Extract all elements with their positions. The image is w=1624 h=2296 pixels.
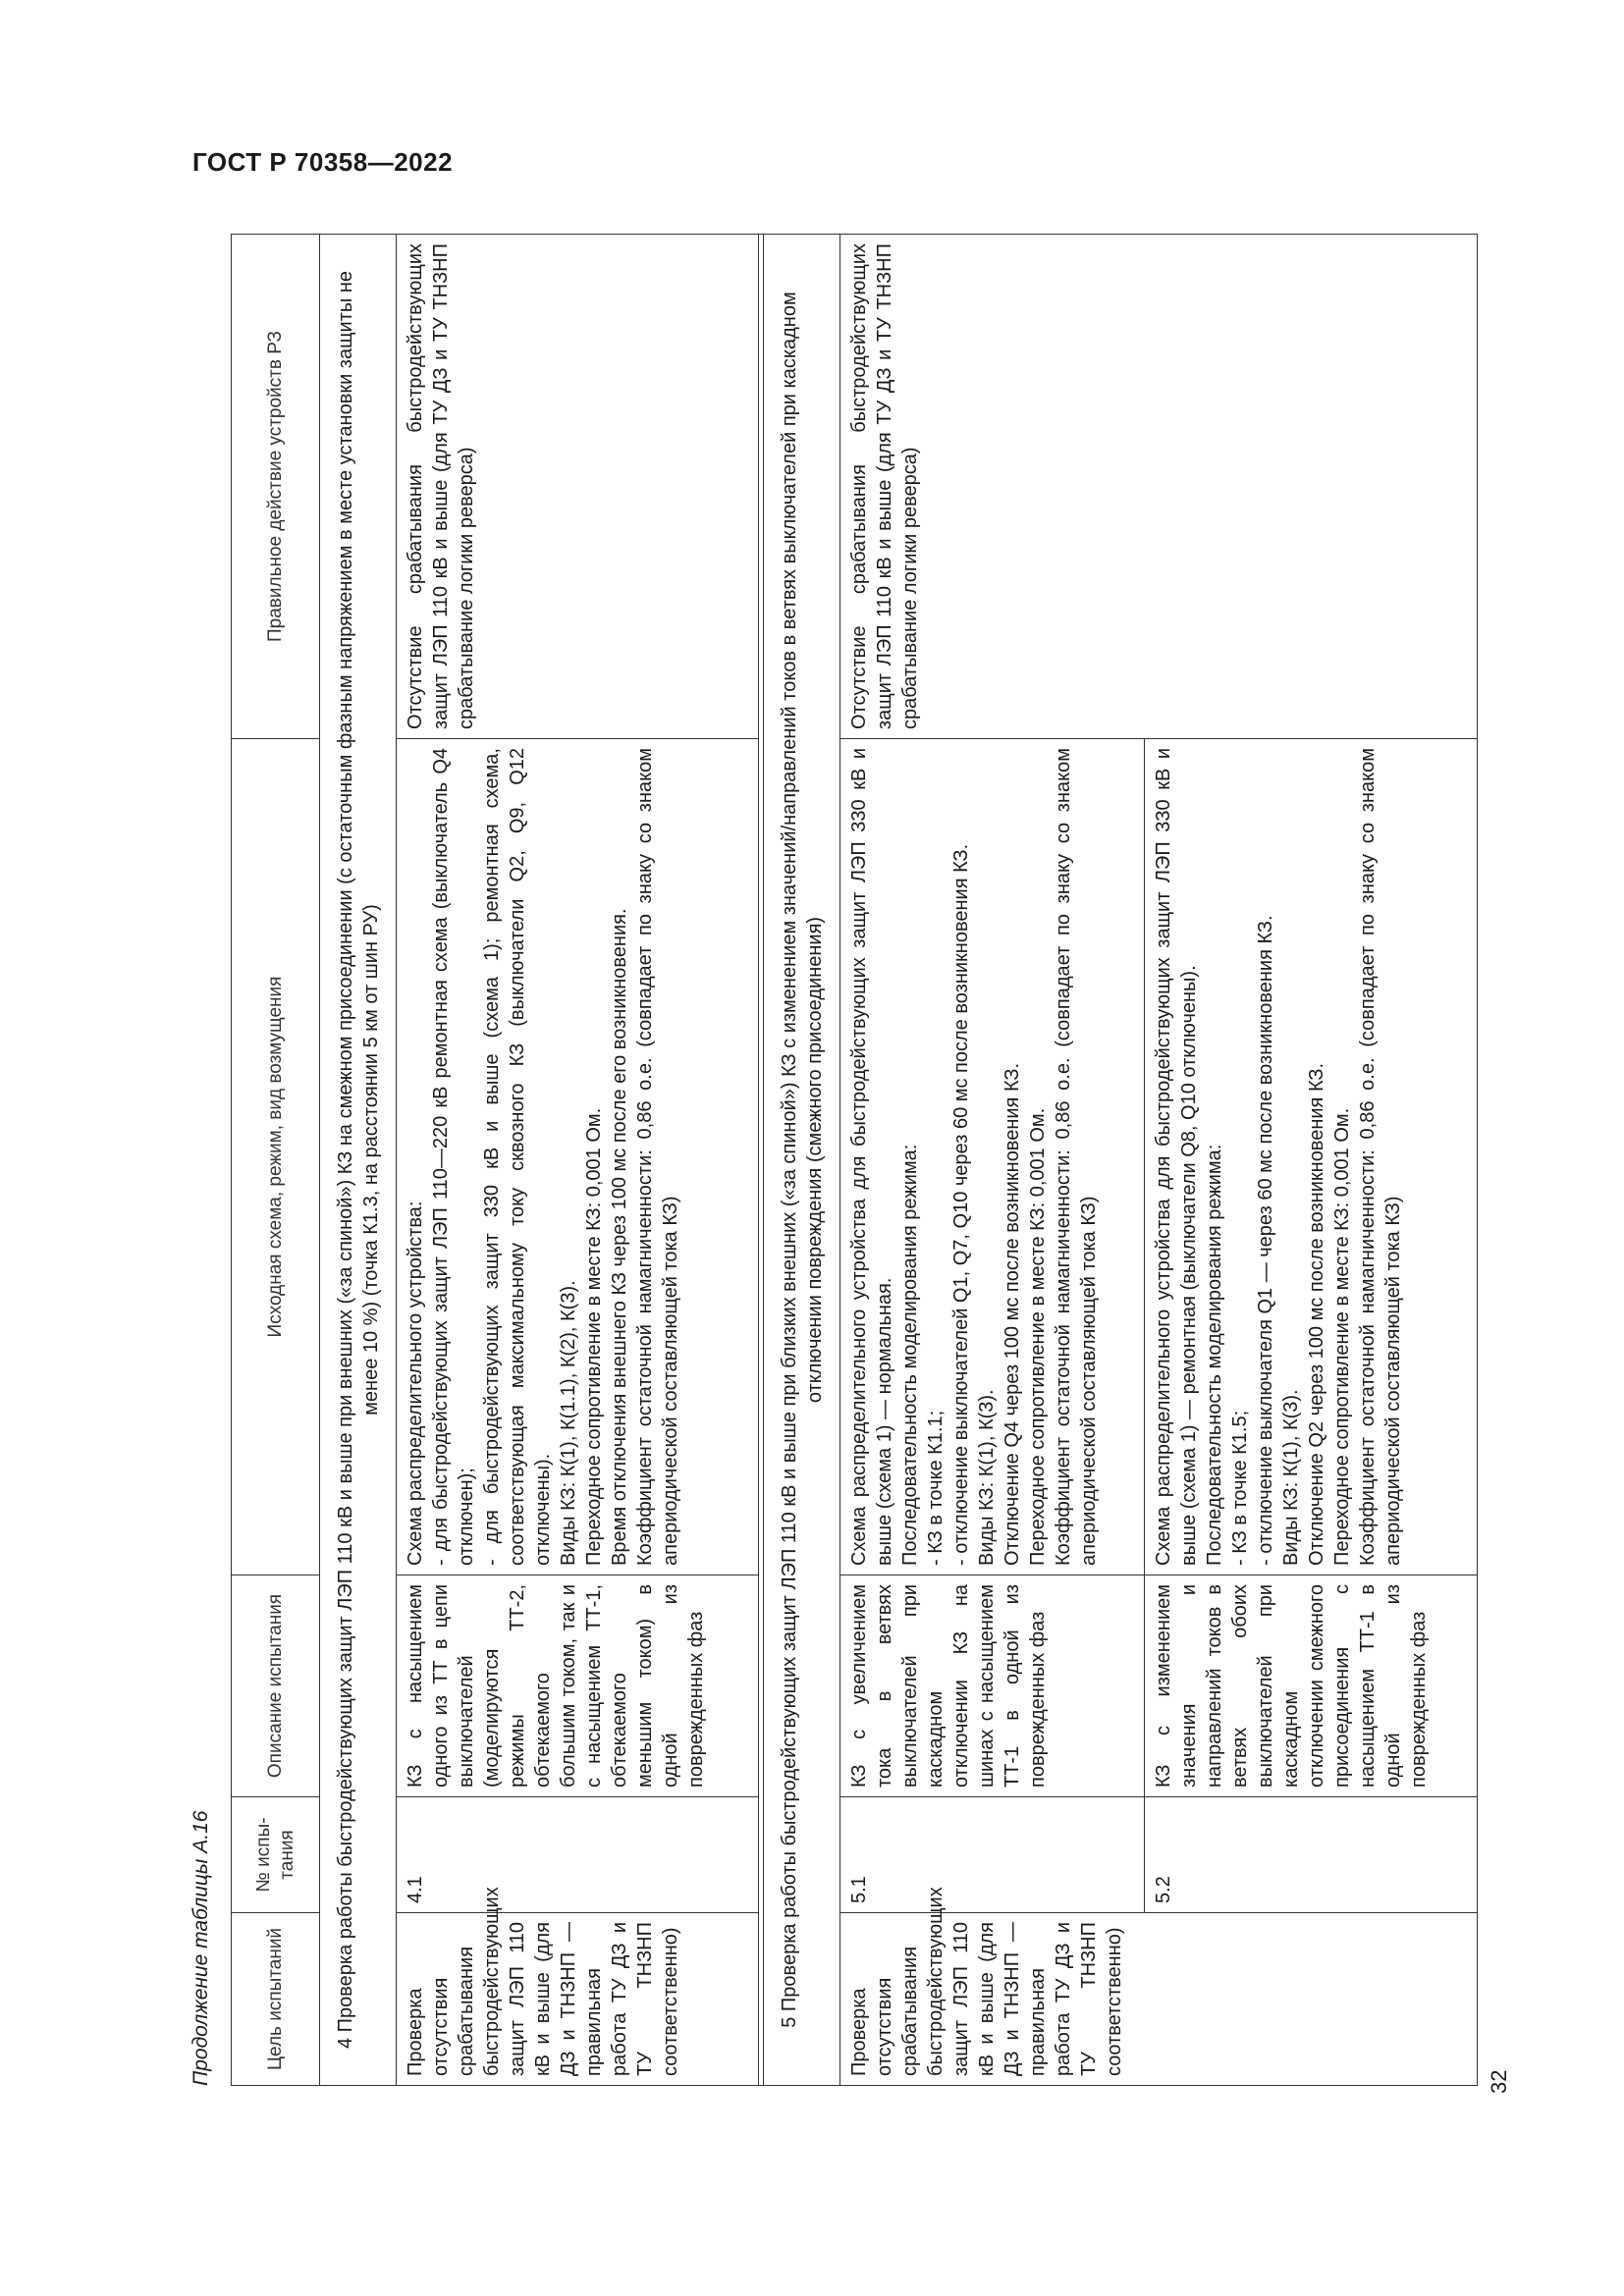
scheme-line: Схема распределительного устройства: <box>405 1201 427 1566</box>
test-correct-action: Отсутствие срабатывания быстродействующих защит ЛЭП 110 кВ и выше (для ТУ ДЗ и ТУ ТНЗНП срабатывание логики реверса) <box>840 235 1478 739</box>
test-number: 5.1 <box>840 1797 1145 1913</box>
col-header-purpose: Цель испытаний <box>232 1913 320 2086</box>
col-header-correct-action: Правильное действие устройств РЗ <box>232 235 320 739</box>
section-5-purpose: Проверка отсутствия срабатывания быстродействующих защит ЛЭП 110 кВ и выше (для ДЗ и ТНЗНП — правильная работа ТУ ДЗ и ТУ ТНЗНП соответственно) <box>840 1913 1478 2086</box>
scheme-line: Виды КЗ: К(1), К(3). <box>1279 1389 1302 1566</box>
scheme-line: Последовательность моделирования режима: <box>899 1144 922 1566</box>
scheme-line: - отключение выключателя Q1 — через 60 мс после возникновения КЗ. <box>1254 915 1276 1566</box>
test-number: 5.2 <box>1144 1797 1477 1913</box>
scheme-line: Отключение Q4 через 100 мс после возникновения КЗ. <box>1001 1062 1024 1566</box>
scheme-line: Время отключения внешнего КЗ через 100 мс после его возникновения. <box>609 908 631 1566</box>
test-description: КЗ с изменением значения и направлений токов в ветвях обоих выключателей при каскадном отключении смежного присоединения с насыщением ТТ-1 в одной из поврежденных фаз <box>1144 1575 1477 1797</box>
section-4-title: 4 Проверка работы быстродействующих защит ЛЭП 110 кВ и выше при внешних («за спиной») КЗ на смежном присоединении (с остаточным фазным напряжением в месте установки защиты не менее 10 %) (точка К1.3, на расстоянии 5 км от шин РУ) <box>320 235 397 2086</box>
table-row <box>397 235 759 2086</box>
scheme-line: Схема распределительного устройства для быстродействующих защит ЛЭП 330 кВ и выше (схема 1) — ремонтная (выключатели Q8, Q10 отключены). <box>1152 748 1200 1566</box>
test-number: 4.1 <box>397 1797 759 1913</box>
scheme-line: - КЗ в точке К1.5; <box>1228 1410 1251 1566</box>
scheme-line: Схема распределительного устройства для быстродействующих защит ЛЭП 330 кВ и выше (схема 1) — нормальная. <box>848 748 896 1566</box>
scheme-line: Коэффициент остаточной намагниченности: 0,86 о.е. (совпадает по знаку со знаком апериодической составляющей тока КЗ) <box>634 748 682 1566</box>
section-5-title: 5 Проверка работы быстродействующих защит ЛЭП 110 кВ и выше при близких внешних («за спиной») КЗ с изменением значений/направлений токов в ветвях выключателей при каскадном отключении повреждения (смежного присоединения) <box>763 235 839 2086</box>
scheme-line: Последовательность моделирования режима: <box>1203 1144 1225 1566</box>
scheme-line: Виды КЗ: К(1), К(1.1), К(2), К(3). <box>558 1280 580 1566</box>
table-header-row <box>232 235 320 2086</box>
scheme-line: Коэффициент остаточной намагниченности: 0,86 о.е. (совпадает по знаку со знаком апериодической составляющей тока КЗ) <box>1053 748 1101 1566</box>
page-number: 32 <box>1487 2069 1511 2094</box>
scheme-line: Переходное сопротивление в месте КЗ: 0,001 Ом. <box>1330 1107 1353 1566</box>
col-header-scheme: Исходная схема, режим, вид возмущения <box>232 739 320 1575</box>
scheme-line: Переходное сопротивление в месте КЗ: 0,001 Ом. <box>583 1107 606 1566</box>
test-description: КЗ с увеличением тока в ветвях выключателей при каскадном отключении КЗ на шинах с насыщением ТТ-1 в одной из поврежденных фаз <box>840 1575 1145 1797</box>
test-scheme <box>1144 739 1477 1575</box>
test-correct-action: Отсутствие срабатывания быстродействующих защит ЛЭП 110 кВ и выше (для ТУ ДЗ и ТУ ТНЗНП срабатывание логики реверса) <box>397 235 759 739</box>
scheme-line: - для быстродействующих защит 330 кВ и выше (схема 1); ремонтная схема, соответствующая максимальному току сквозного КЗ (выключатели Q2, Q9, Q12 отключены). <box>481 748 555 1566</box>
rotated-page-content <box>177 235 1511 2094</box>
scheme-line: - для быстродействующих защит ЛЭП 110—220 кВ ремонтная схема (выключатель Q4 отключен); <box>430 748 478 1566</box>
table-caption: Продолжение таблицы А.16 <box>189 1810 212 2086</box>
section-5-title-row <box>763 235 839 2086</box>
test-scheme <box>840 739 1145 1575</box>
scheme-line: Коэффициент остаточной намагниченности: 0,86 о.е. (совпадает по знаку со знаком апериодической составляющей тока КЗ) <box>1356 748 1404 1566</box>
scheme-line: - КЗ в точке К1.1; <box>925 1410 947 1566</box>
table-row <box>840 235 1145 2086</box>
test-scheme <box>397 739 759 1575</box>
scheme-line: - отключение выключателей Q1, Q7, Q10 через 60 мс после возникновения КЗ. <box>950 843 973 1566</box>
test-table <box>231 234 1478 2086</box>
test-description: КЗ с насыщением одного из ТТ в цепи выключателей (моделируются режимы ТТ-2, обтекаемого большим током, так и с насыщением ТТ-1, обтекаемого меньшим током) в одной из поврежденных фаз <box>397 1575 759 1797</box>
col-header-description: Описание испытания <box>232 1575 320 1797</box>
document-header: ГОСТ Р 70358—2022 <box>192 147 454 177</box>
scheme-line: Отключение Q2 через 100 мс после возникновения КЗ. <box>1305 1062 1327 1566</box>
section-4-purpose: Проверка отсутствия срабатывания быстродействующих защит ЛЭП 110 кВ и выше (для ДЗ и ТНЗНП — правильная работа ТУ ДЗ и ТУ ТНЗНП соответственно) <box>397 1913 759 2086</box>
scheme-line: Переходное сопротивление в месте КЗ: 0,001 Ом. <box>1027 1107 1050 1566</box>
scheme-line: Виды КЗ: К(1), К(3). <box>976 1389 999 1566</box>
col-header-number: № испы-тания <box>232 1797 320 1913</box>
section-4-title-row <box>320 235 397 2086</box>
